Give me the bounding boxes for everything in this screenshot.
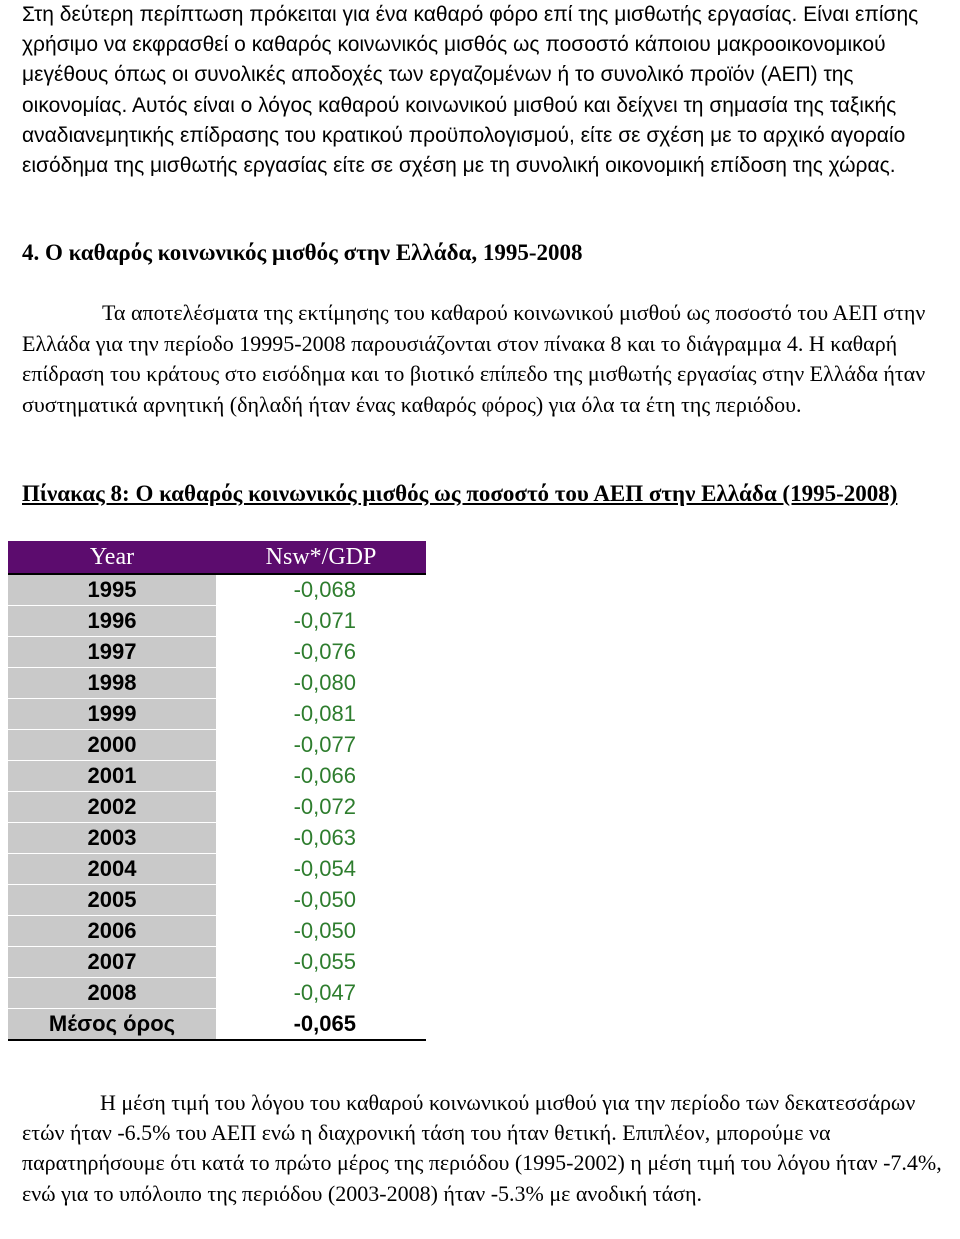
average-value: -0,065 [216,1009,426,1041]
year-cell: 2001 [8,761,216,792]
table-row [8,916,426,947]
ratio-cell: -0,072 [216,792,426,823]
results-paragraph: Τα αποτελέσματα της εκτίμησης του καθαρού κοινωνικού μισθού ως ποσοστό του ΑΕΠ στην Ελλάδα για την περίοδο 19995-2008 παρουσιάζονται στον πίνακα 8 και το διάγραμμα 4. Η καθαρή επίδραση του κράτους στο εισόδημα και το βιοτικό επίπεδο της μισθωτής εργασίας στην Ελλάδα ήταν συστηματικά αρνητική (δηλαδή ήταν ένας καθαρός φόρος) για όλα τα έτη της περιόδου. [22,300,926,417]
year-cell: 2007 [8,947,216,978]
year-cell: 2000 [8,730,216,761]
table-row [8,823,426,854]
table-row [8,606,426,637]
year-cell: 2002 [8,792,216,823]
year-cell: 1995 [8,574,216,606]
table-body [8,574,426,1040]
year-cell: 1996 [8,606,216,637]
intro-paragraph: Στη δεύτερη περίπτωση πρόκειται για ένα καθαρό φόρο επί της μισθωτής εργασίας. Είναι επίσης χρήσιμο να εκφρασθεί ο καθαρός κοινωνικός μισθός ως ποσοστό κάποιου μακροοικονομικού μεγέθους όπως οι συνολικές αποδοχές των εργαζομένων ή το συνολικό προϊόν (ΑΕΠ) της οικονομίας. Αυτός είναι ο λόγος καθαρού κοινωνικού μισθού και δείχνει τη σημασία της ταξικής αναδιανεμητικής επίδρασης του κρατικού προϋπολογισμού, είτε σε σχέση με το αρχικό αγοραίο εισόδημα της μισθωτής εργασίας είτε σε σχέση με τη συνολική οικονομική επίδοση της χώρας. [22,3,919,178]
ratio-cell: -0,081 [216,699,426,730]
ratio-cell: -0,055 [216,947,426,978]
ratio-cell: -0,077 [216,730,426,761]
table-row [8,730,426,761]
table-row [8,885,426,916]
ratio-cell: -0,068 [216,574,426,606]
table-header-row [8,541,426,574]
year-cell: 2006 [8,916,216,947]
table-row [8,854,426,885]
year-cell: 2005 [8,885,216,916]
table-row [8,947,426,978]
year-cell: 1998 [8,668,216,699]
ratio-cell: -0,047 [216,978,426,1009]
table-row [8,668,426,699]
year-cell: 1999 [8,699,216,730]
table-row [8,792,426,823]
table-caption: Πίνακας 8: Ο καθαρός κοινωνικός μισθός ως ποσοστό του ΑΕΠ στην Ελλάδα (1995-2008) [22,481,898,506]
ratio-cell: -0,071 [216,606,426,637]
ratio-cell: -0,063 [216,823,426,854]
table-row [8,574,426,606]
header-ratio: Nsw*/GDP [216,541,426,574]
year-cell: 2008 [8,978,216,1009]
year-cell: 2003 [8,823,216,854]
nsw-gdp-table [8,541,426,1041]
ratio-cell: -0,054 [216,854,426,885]
table-row [8,699,426,730]
header-year: Year [8,541,216,574]
ratio-cell: -0,076 [216,637,426,668]
section-heading: 4. Ο καθαρός κοινωνικός μισθός στην Ελλάδα, 1995-2008 [22,240,583,265]
ratio-cell: -0,050 [216,885,426,916]
ratio-cell: -0,066 [216,761,426,792]
table-row-average [8,1009,426,1041]
table-row [8,637,426,668]
table-row [8,761,426,792]
table-row [8,978,426,1009]
conclusion-paragraph: Η μέση τιμή του λόγου του καθαρού κοινωνικού μισθού για την περίοδο των δεκατεσσάρων ετών ήταν -6.5% του ΑΕΠ ενώ η διαχρονική τάση του ήταν θετική. Επιπλέον, μπορούμε να παρατηρήσουμε ότι κατά το πρώτο μέρος της περιόδου (1995-2002) η μέση τιμή του λόγου ήταν -7.4%, ενώ για το υπόλοιπο της περιόδου (2003-2008) ήταν -5.3% με ανοδική τάση. [22,1090,942,1206]
year-cell: 2004 [8,854,216,885]
ratio-cell: -0,080 [216,668,426,699]
ratio-cell: -0,050 [216,916,426,947]
year-cell: 1997 [8,637,216,668]
average-label: Μέσος όρος [8,1009,216,1041]
